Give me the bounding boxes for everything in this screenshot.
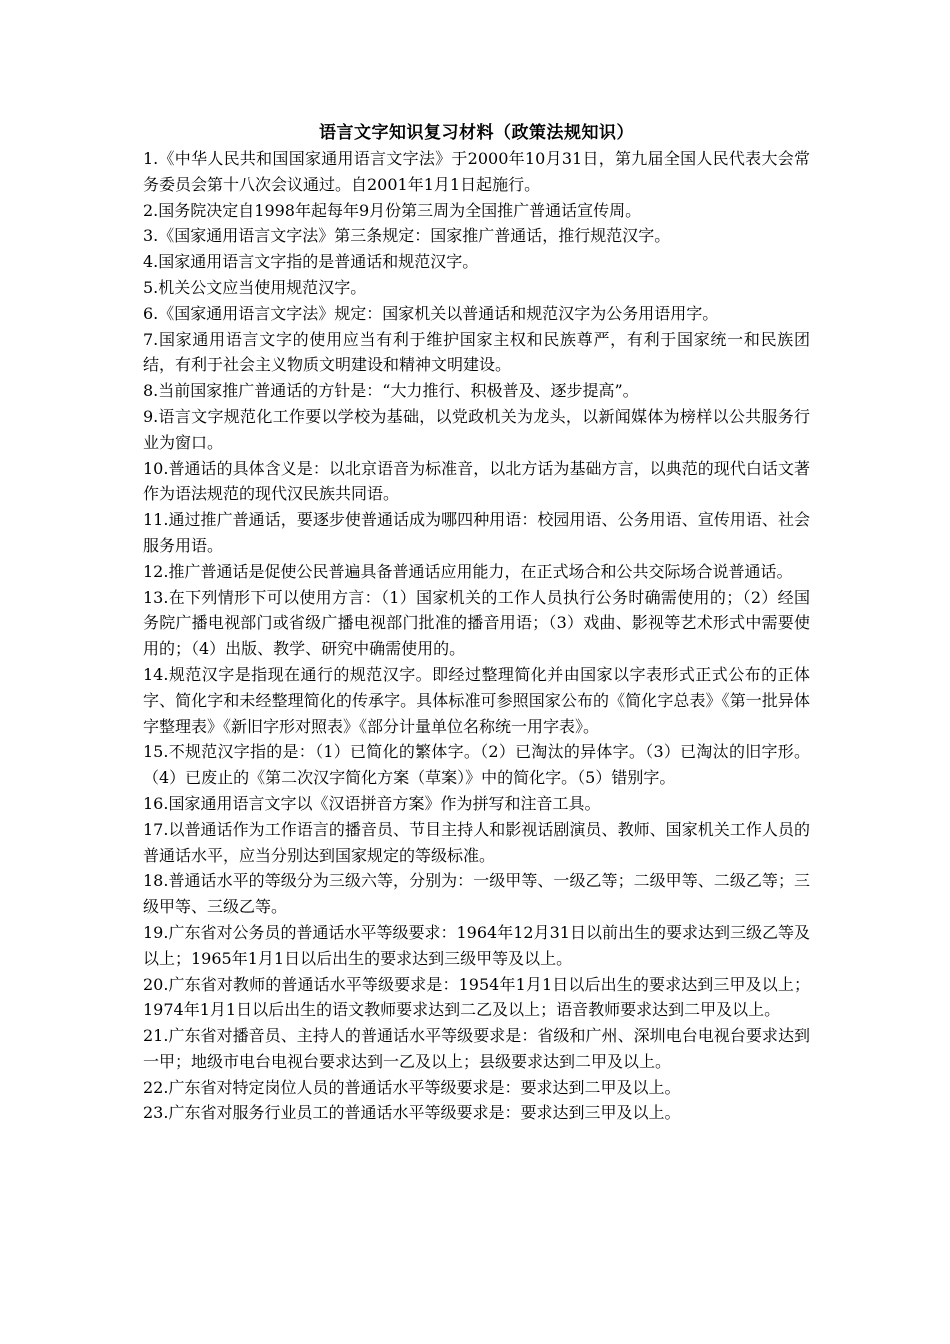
list-item-10: 10.普通话的具体含义是：以北京语音为标准音，以北方话为基础方言，以典范的现代白话文著作为语法规范的现代汉民族共同语。 <box>143 458 810 504</box>
item-list <box>143 146 810 1126</box>
list-item-19: 19.广东省对公务员的普通话水平等级要求：1964年12月31日以前出生的要求达到三级乙等及以上；1965年1月1日以后出生的要求达到三级甲等及以上。 <box>143 922 810 968</box>
document-page <box>143 120 810 1126</box>
list-item-21: 21.广东省对播音员、主持人的普通话水平等级要求是：省级和广州、深圳电台电视台要求达到一甲；地级市电台电视台要求达到一乙及以上；县级要求达到二甲及以上。 <box>143 1026 810 1071</box>
list-item-18: 18.普通话水平的等级分为三级六等，分别为：一级甲等、一级乙等；二级甲等、二级乙等；三级甲等、三级乙等。 <box>143 871 810 917</box>
list-item-13: 13.在下列情形下可以使用方言：（1）国家机关的工作人员执行公务时确需使用的；（2）经国务院广播电视部门或省级广播电视部门批准的播音用语；（3）戏曲、影视等艺术形式中需要使用的；（4）出版、教学、研究中确需使用的。 <box>143 587 810 659</box>
list-item-7: 7.国家通用语言文字的使用应当有利于维护国家主权和民族尊严，有利于国家统一和民族团结，有利于社会主义物质文明建设和精神文明建设。 <box>143 329 810 375</box>
list-item-1: 1.《中华人民共和国国家通用语言文字法》于2000年10月31日，第九届全国人民代表大会常务委员会第十八次会议通过。自2001年1月1日起施行。 <box>143 149 810 194</box>
list-item-23: 23.广东省对服务行业员工的普通话水平等级要求是：要求达到三甲及以上。 <box>143 1103 681 1123</box>
list-item-6: 6.《国家通用语言文字法》规定：国家机关以普通话和规范汉字为公务用语用字。 <box>143 303 719 323</box>
list-item-11: 11.通过推广普通话，要逐步使普通话成为哪四种用语：校园用语、公务用语、宣传用语、社会服务用语。 <box>143 510 810 555</box>
list-item-9: 9.语言文字规范化工作要以学校为基础，以党政机关为龙头，以新闻媒体为榜样以公共服务行业为窗口。 <box>143 406 810 452</box>
list-item-4: 4.国家通用语言文字指的是普通话和规范汉字。 <box>143 252 479 272</box>
list-item-15: 15.不规范汉字指的是：（1）已简化的繁体字。（2）已淘汰的异体字。（3）已淘汰的旧字形。（4）已废止的《第二次汉字简化方案（草案）》中的简化字。（5）错别字。 <box>143 742 810 788</box>
document-title: 语言文字知识复习材料（政策法规知识） <box>319 123 634 143</box>
list-item-8: 8.当前国家推广普通话的方针是：“大力推行、积极普及、逐步提高”。 <box>143 381 639 401</box>
list-item-16: 16.国家通用语言文字以《汉语拼音方案》作为拼写和注音工具。 <box>143 793 601 813</box>
list-item-3: 3.《国家通用语言文字法》第三条规定：国家推广普通话，推行规范汉字。 <box>143 226 671 246</box>
list-item-22: 22.广东省对特定岗位人员的普通话水平等级要求是：要求达到二甲及以上。 <box>143 1077 681 1097</box>
list-item-2: 2.国务院决定自1998年起每年9月份第三周为全国推广普通话宣传周。 <box>143 200 642 220</box>
list-item-14: 14.规范汉字是指现在通行的规范汉字。即经过整理简化并由国家以字表形式正式公布的正体字、简化字和未经整理简化的传承字。具体标准可参照国家公布的《简化字总表》《第一批异体字整理表》《新旧字形对照表》《部分计量单位名称统一用字表》。 <box>143 664 810 736</box>
list-item-20: 20.广东省对教师的普通话水平等级要求是：1954年1月1日以后出生的要求达到三甲及以上；1974年1月1日以后出生的语文教师要求达到二乙及以上；语音教师要求达到二甲及以上。 <box>143 974 810 1020</box>
list-item-17: 17.以普通话作为工作语言的播音员、节目主持人和影视话剧演员、教师、国家机关工作人员的普通话水平，应当分别达到国家规定的等级标准。 <box>143 819 810 865</box>
list-item-5: 5.机关公文应当使用规范汉字。 <box>143 277 367 297</box>
list-item-12: 12.推广普通话是促使公民普遍具备普通话应用能力，在正式场合和公共交际场合说普通话。 <box>143 561 793 581</box>
